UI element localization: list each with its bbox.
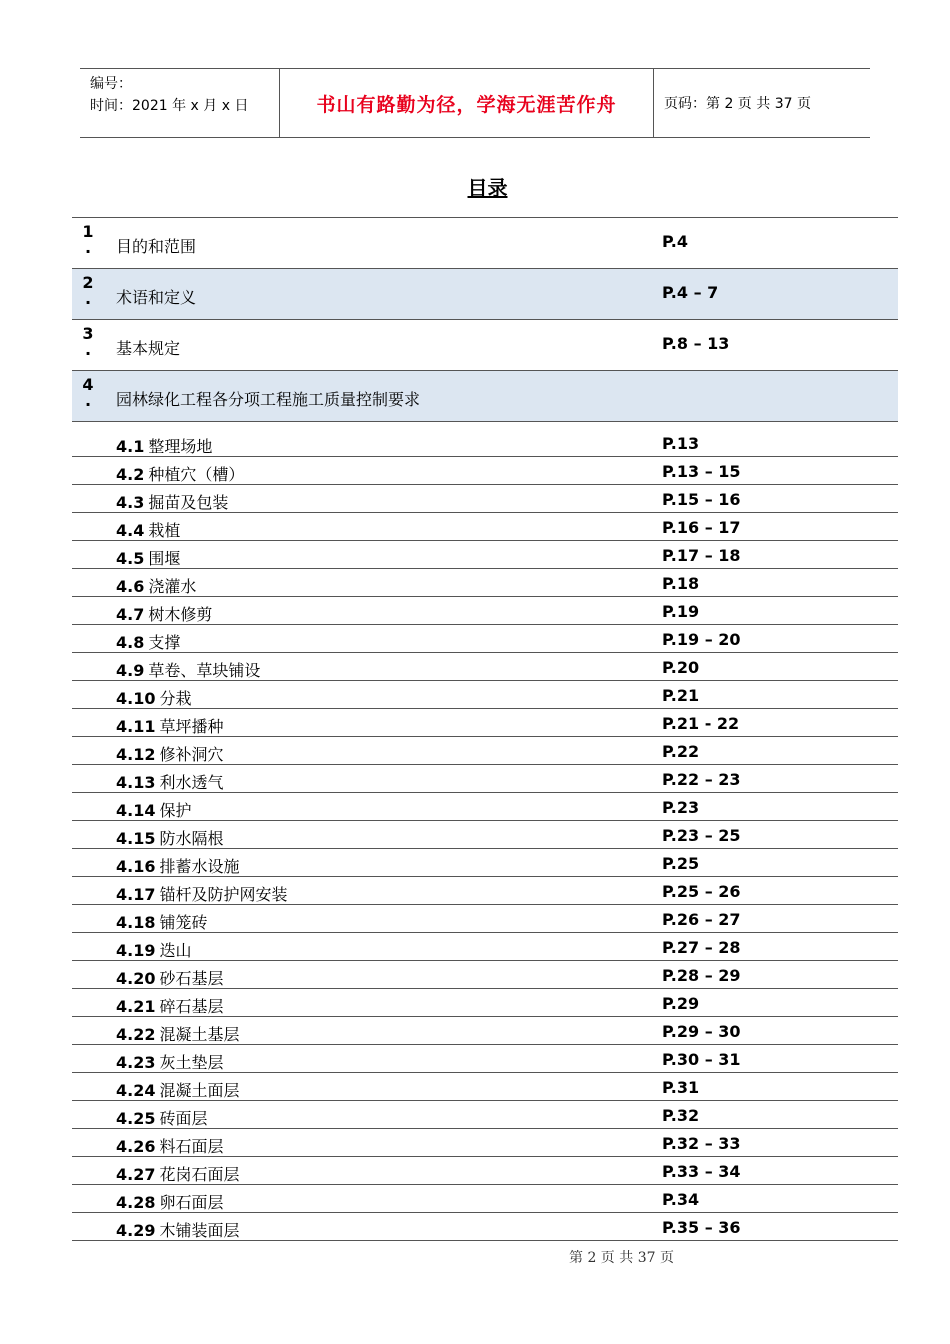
subsection-label [116, 1106, 208, 1129]
subsection-number: 4.19 [116, 941, 156, 960]
subsection-number: 4.22 [116, 1025, 156, 1044]
subsection-number: 4.2 [116, 465, 145, 484]
section-page: P.4 – 7 [662, 283, 719, 302]
subsection-page: P.23 [662, 798, 700, 817]
subsection-number: 4.16 [116, 857, 156, 876]
subsection-number: 4.21 [116, 997, 156, 1016]
toc-main-row[interactable] [72, 218, 898, 269]
subsection-number: 4.8 [116, 633, 145, 652]
subsection-label [116, 742, 224, 765]
subsection-title: 草坪播种 [159, 717, 224, 736]
subsection-title: 排蓄水设施 [159, 857, 240, 876]
table-of-contents [72, 217, 898, 1241]
subsection-number: 4.23 [116, 1053, 156, 1072]
subsection-label [116, 1078, 240, 1101]
subsection-page: P.35 – 36 [662, 1218, 741, 1237]
subsection-number: 4.4 [116, 521, 145, 540]
subsection-label [116, 1022, 240, 1045]
subsection-title: 种植穴（槽） [148, 465, 245, 484]
subsection-page: P.31 [662, 1078, 700, 1097]
toc-main-row[interactable] [72, 371, 898, 422]
section-number: 2 . [82, 273, 94, 308]
subsection-title: 树木修剪 [148, 605, 213, 624]
subsection-number: 4.6 [116, 577, 145, 596]
toc-sub-row[interactable] [72, 1130, 898, 1157]
subsection-page: P.19 – 20 [662, 630, 741, 649]
toc-main-row[interactable] [72, 320, 898, 371]
toc-sub-row[interactable] [72, 990, 898, 1017]
subsection-page: P.16 – 17 [662, 518, 741, 537]
subsection-title: 围堰 [148, 549, 181, 568]
toc-sub-row[interactable] [72, 654, 898, 681]
subsection-page: P.25 – 26 [662, 882, 741, 901]
subsection-title: 掘苗及包装 [148, 493, 229, 512]
subsection-number: 4.29 [116, 1221, 156, 1240]
subsection-page: P.13 [662, 434, 700, 453]
section-page: P.4 [662, 232, 688, 251]
date-label: 时间：2021 年 x 月 x 日 [90, 98, 249, 114]
main-sections [72, 218, 898, 422]
toc-title: 目录 [467, 176, 508, 200]
toc-sub-row[interactable] [72, 1102, 898, 1129]
section-number: 4 . [82, 375, 94, 410]
subsection-title: 砂石基层 [159, 969, 224, 988]
subsection-title: 支撑 [148, 633, 181, 652]
subsection-title: 保护 [159, 801, 192, 820]
toc-sub-row[interactable] [72, 1158, 898, 1185]
toc-sub-row[interactable] [72, 906, 898, 933]
subsection-number: 4.11 [116, 717, 156, 736]
subsection-number: 4.18 [116, 913, 156, 932]
subsection-page: P.23 – 25 [662, 826, 741, 845]
toc-sub-row[interactable] [72, 1186, 898, 1213]
subsection-page: P.15 – 16 [662, 490, 741, 509]
subsection-title: 木铺装面层 [159, 1221, 240, 1240]
sub-sections [72, 430, 898, 1241]
toc-sub-row[interactable] [72, 794, 898, 821]
subsection-number: 4.25 [116, 1109, 156, 1128]
section-number: 3 . [82, 324, 94, 359]
subsection-page: P.28 – 29 [662, 966, 741, 985]
toc-sub-row[interactable] [72, 822, 898, 849]
number-label: 编号： [90, 76, 132, 92]
subsection-page: P.27 – 28 [662, 938, 741, 957]
subsection-page: P.29 [662, 994, 700, 1013]
section-label: 目的和范围 [116, 237, 197, 256]
subsection-number: 4.3 [116, 493, 145, 512]
subsection-number: 4.26 [116, 1137, 156, 1156]
subsection-page: P.32 [662, 1106, 700, 1125]
toc-sub-row[interactable] [72, 1018, 898, 1045]
toc-sub-row[interactable] [72, 934, 898, 961]
toc-sub-row[interactable] [72, 710, 898, 737]
toc-spacer [72, 422, 898, 430]
toc-sub-row[interactable] [72, 962, 898, 989]
section-number: 1 . [82, 222, 94, 257]
subsection-label [116, 630, 180, 653]
subsection-title: 锚杆及防护网安装 [159, 885, 288, 904]
subsection-page: P.26 – 27 [662, 910, 741, 929]
subsection-label [116, 658, 260, 681]
toc-sub-row[interactable] [72, 878, 898, 905]
subsection-title: 防水隔根 [159, 829, 224, 848]
subsection-page: P.13 – 15 [662, 462, 741, 481]
subsection-label [116, 966, 224, 989]
subsection-title: 整理场地 [148, 437, 213, 456]
subsection-page: P.33 – 34 [662, 1162, 741, 1181]
subsection-label [116, 826, 224, 849]
subsection-label [116, 434, 212, 457]
toc-sub-row[interactable] [72, 626, 898, 653]
subsection-number: 4.14 [116, 801, 156, 820]
toc-sub-row[interactable] [72, 486, 898, 513]
subsection-label [116, 994, 224, 1017]
subsection-label [116, 462, 244, 485]
page-header [80, 68, 870, 138]
subsection-title: 分栽 [159, 689, 192, 708]
toc-sub-row[interactable] [72, 598, 898, 625]
subsection-page: P.32 – 33 [662, 1134, 741, 1153]
section-label: 术语和定义 [116, 288, 197, 307]
toc-sub-row[interactable] [72, 458, 898, 485]
subsection-title: 混凝土基层 [159, 1025, 240, 1044]
subsection-title: 浇灌水 [148, 577, 197, 596]
subsection-title: 砖面层 [159, 1109, 208, 1128]
subsection-number: 4.12 [116, 745, 156, 764]
subsection-number: 4.27 [116, 1165, 156, 1184]
subsection-title: 草卷、草块铺设 [148, 661, 261, 680]
page-footer: 第 2 页 共 37 页 [569, 1250, 674, 1266]
subsection-number: 4.20 [116, 969, 156, 988]
subsection-page: P.19 [662, 602, 700, 621]
subsection-title: 灰土垫层 [159, 1053, 224, 1072]
header-meta [80, 69, 280, 137]
subsection-label [116, 770, 224, 793]
subsection-number: 4.17 [116, 885, 156, 904]
toc-sub-row[interactable] [72, 1046, 898, 1073]
subsection-label [116, 1190, 224, 1213]
subsection-page: P.34 [662, 1190, 700, 1209]
subsection-label [116, 602, 212, 625]
toc-sub-row[interactable] [72, 542, 898, 569]
subsection-label [116, 1218, 240, 1241]
section-label: 园林绿化工程各分项工程施工质量控制要求 [116, 390, 421, 409]
subsection-page: P.20 [662, 658, 700, 677]
subsection-title: 混凝土面层 [159, 1081, 240, 1100]
subsection-label [116, 574, 196, 597]
subsection-title: 栽植 [148, 521, 181, 540]
subsection-title: 修补洞穴 [159, 745, 224, 764]
subsection-title: 卵石面层 [159, 1193, 224, 1212]
header-page-info: 页码：第 2 页 共 37 页 [664, 96, 811, 112]
toc-sub-row[interactable] [72, 430, 898, 457]
toc-sub-row[interactable] [72, 514, 898, 541]
subsection-number: 4.5 [116, 549, 145, 568]
subsection-title: 碎石基层 [159, 997, 224, 1016]
subsection-number: 4.7 [116, 605, 145, 624]
subsection-label [116, 854, 240, 877]
subsection-label [116, 1162, 240, 1185]
subsection-label [116, 882, 288, 905]
subsection-page: P.25 [662, 854, 700, 873]
subsection-number: 4.15 [116, 829, 156, 848]
section-page: P.8 – 13 [662, 334, 730, 353]
toc-sub-row[interactable] [72, 738, 898, 765]
subsection-label [116, 714, 224, 737]
subsection-label [116, 910, 208, 933]
subsection-title: 铺笼砖 [159, 913, 208, 932]
subsection-page: P.29 – 30 [662, 1022, 741, 1041]
toc-sub-row[interactable] [72, 570, 898, 597]
subsection-page: P.21 [662, 686, 700, 705]
subsection-label [116, 938, 192, 961]
toc-sub-row[interactable] [72, 850, 898, 877]
subsection-label [116, 1050, 224, 1073]
toc-main-row[interactable] [72, 269, 898, 320]
subsection-title: 利水透气 [159, 773, 224, 792]
subsection-label [116, 686, 192, 709]
subsection-label [116, 518, 180, 541]
subsection-page: P.17 – 18 [662, 546, 741, 565]
subsection-label [116, 490, 228, 513]
subsection-number: 4.9 [116, 661, 145, 680]
subsection-page: P.22 – 23 [662, 770, 741, 789]
subsection-page: P.21 - 22 [662, 714, 740, 733]
subsection-number: 4.24 [116, 1081, 156, 1100]
toc-sub-row[interactable] [72, 766, 898, 793]
subsection-title: 迭山 [159, 941, 192, 960]
subsection-label [116, 798, 192, 821]
toc-sub-row[interactable] [72, 1214, 898, 1241]
toc-sub-row[interactable] [72, 1074, 898, 1101]
header-motto: 书山有路勤为径，学海无涯苦作舟 [280, 69, 654, 137]
subsection-number: 4.28 [116, 1193, 156, 1212]
subsection-number: 4.1 [116, 437, 145, 456]
subsection-label [116, 1134, 224, 1157]
subsection-label [116, 546, 180, 569]
subsection-page: P.22 [662, 742, 700, 761]
section-label: 基本规定 [116, 339, 181, 358]
subsection-title: 花岗石面层 [159, 1165, 240, 1184]
subsection-title: 料石面层 [159, 1137, 224, 1156]
subsection-page: P.30 – 31 [662, 1050, 741, 1069]
subsection-page: P.18 [662, 574, 700, 593]
subsection-number: 4.13 [116, 773, 156, 792]
toc-sub-row[interactable] [72, 682, 898, 709]
subsection-number: 4.10 [116, 689, 156, 708]
